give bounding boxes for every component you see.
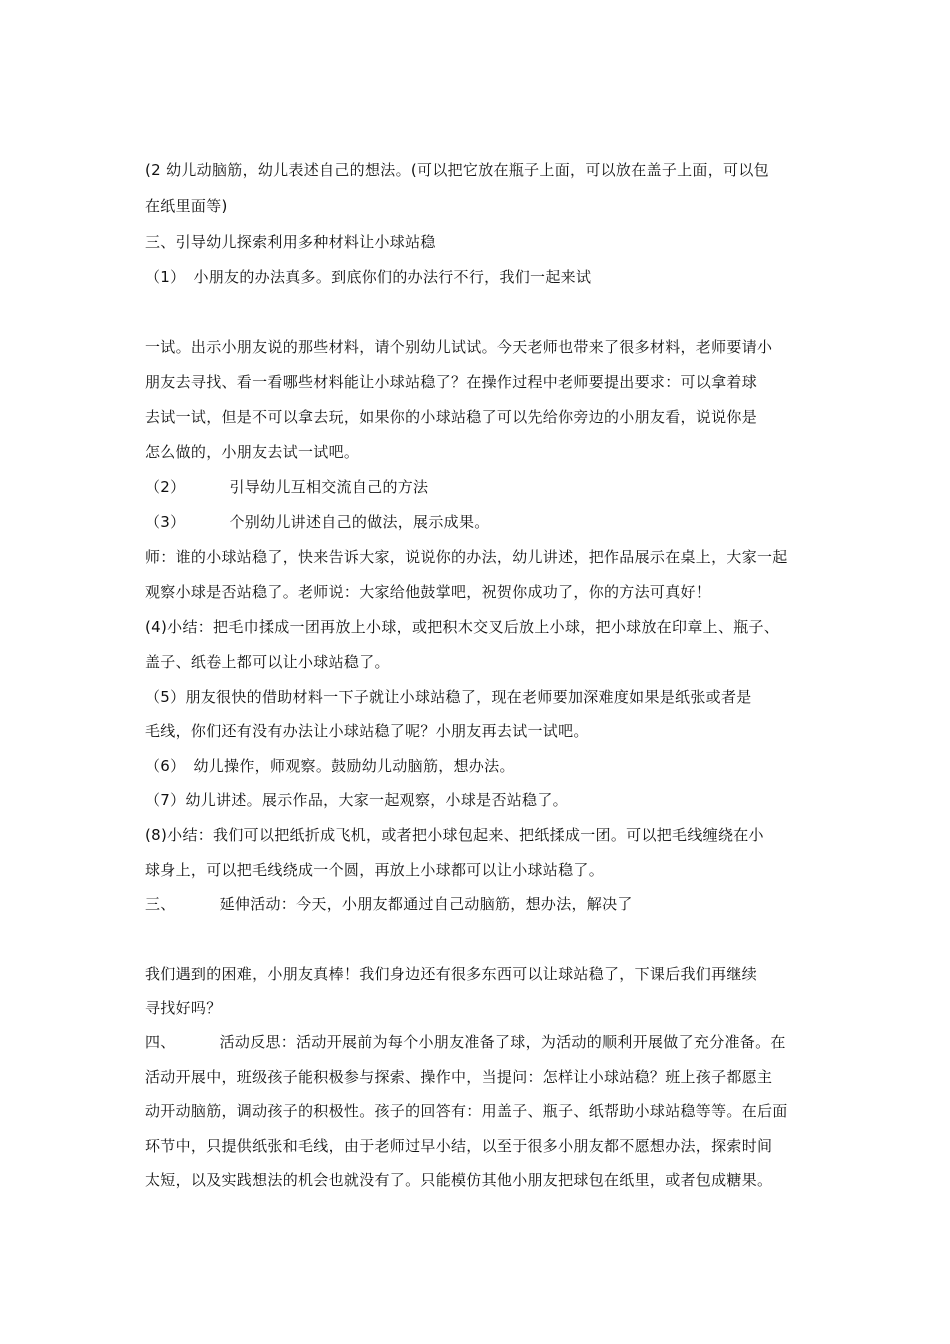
paragraph-line: (2 幼儿动脑筋，幼儿表述自己的想法。(可以把它放在瓶子上面，可以放在盖子上面，可以包 bbox=[145, 161, 769, 179]
section-heading bbox=[145, 1032, 815, 1052]
item-text: 个别幼儿讲述自己的做法，展示成果。 bbox=[229, 513, 490, 531]
paragraph-line bbox=[145, 512, 815, 532]
paragraph-line: 一试。出示小朋友说的那些材料，请个别幼儿试试。今天老师也带来了很多材料，老师要请小 bbox=[145, 338, 773, 356]
paragraph-line: 活动开展中，班级孩子能积极参与探索、操作中，当提问：怎样让小球站稳？班上孩子都愿主 bbox=[145, 1068, 773, 1086]
paragraph-line: (8)小结：我们可以把纸折成飞机，或者把小球包起来、把纸揉成一团。可以把毛线缠绕在小 bbox=[145, 826, 764, 844]
section-text: 活动反思：活动开展前为每个小朋友准备了球，为活动的顺利开展做了充分准备。在 bbox=[219, 1033, 786, 1051]
paragraph-line: （5）朋友很快的借助材料一下子就让小球站稳了，现在老师要加深难度如果是纸张或者是 bbox=[145, 688, 752, 706]
paragraph-line: 怎么做的，小朋友去试一试吧。 bbox=[145, 443, 360, 461]
paragraph-line: 太短，以及实践想法的机会也就没有了。只能模仿其他小朋友把球包在纸里，或者包成糖果。 bbox=[145, 1171, 773, 1189]
paragraph-line: 毛线，你们还有没有办法让小球站稳了呢？小朋友再去试一试吧。 bbox=[145, 722, 589, 740]
paragraph-line: 动开动脑筋，调动孩子的积极性。孩子的回答有：用盖子、瓶子、纸帮助小球站稳等等。在后面 bbox=[145, 1102, 788, 1120]
section-text: 延伸活动：今天，小朋友都通过自己动脑筋，想办法，解决了 bbox=[219, 895, 633, 913]
paragraph-line: 球身上，可以把毛线绕成一个圆，再放上小球都可以让小球站稳了。 bbox=[145, 861, 605, 879]
paragraph-line: 师：谁的小球站稳了，快来告诉大家，说说你的办法，幼儿讲述，把作品展示在桌上，大家一起 bbox=[145, 548, 788, 566]
paragraph-line bbox=[145, 756, 815, 776]
section-number: 四、 bbox=[145, 1033, 176, 1051]
item-number: （3） bbox=[145, 513, 186, 531]
paragraph-line bbox=[145, 267, 815, 287]
item-text: 引导幼儿互相交流自己的方法 bbox=[229, 478, 429, 496]
paragraph-line: 我们遇到的困难，小朋友真棒！我们身边还有很多东西可以让球站稳了，下课后我们再继续 bbox=[145, 965, 758, 983]
paragraph-line: 环节中，只提供纸张和毛线，由于老师过早小结，以至于很多小朋友都不愿想办法，探索时间 bbox=[145, 1137, 773, 1155]
paragraph-line: 在纸里面等) bbox=[145, 197, 228, 215]
section-heading bbox=[145, 894, 815, 914]
paragraph-line: 观察小球是否站稳了。老师说：大家给他鼓掌吧，祝贺你成功了，你的方法可真好！ bbox=[145, 583, 712, 601]
item-number: （1） bbox=[145, 268, 186, 286]
paragraph-line: 寻找好吗？ bbox=[145, 999, 222, 1017]
item-number: （6） bbox=[145, 757, 186, 775]
paragraph-line: 去试一试，但是不可以拿去玩，如果你的小球站稳了可以先给你旁边的小朋友看，说说你是 bbox=[145, 408, 758, 426]
paragraph-line bbox=[145, 477, 815, 497]
item-text: 幼儿操作，师观察。鼓励幼儿动脑筋，想办法。 bbox=[193, 757, 515, 775]
paragraph-line: (4)小结：把毛巾揉成一团再放上小球，或把积木交叉后放上小球，把小球放在印章上、瓶子、 bbox=[145, 618, 780, 636]
section-heading: 三、引导幼儿探索利用多种材料让小球站稳 bbox=[145, 233, 436, 251]
paragraph-line: （7）幼儿讲述。展示作品，大家一起观察，小球是否站稳了。 bbox=[145, 791, 568, 809]
item-text: 小朋友的办法真多。到底你们的办法行不行，我们一起来试 bbox=[193, 268, 592, 286]
section-number: 三、 bbox=[145, 895, 176, 913]
paragraph-line: 盖子、纸卷上都可以让小球站稳了。 bbox=[145, 653, 390, 671]
paragraph-line: 朋友去寻找、看一看哪些材料能让小球站稳了？在操作过程中老师要提出要求：可以拿着球 bbox=[145, 373, 758, 391]
item-number: （2） bbox=[145, 478, 186, 496]
